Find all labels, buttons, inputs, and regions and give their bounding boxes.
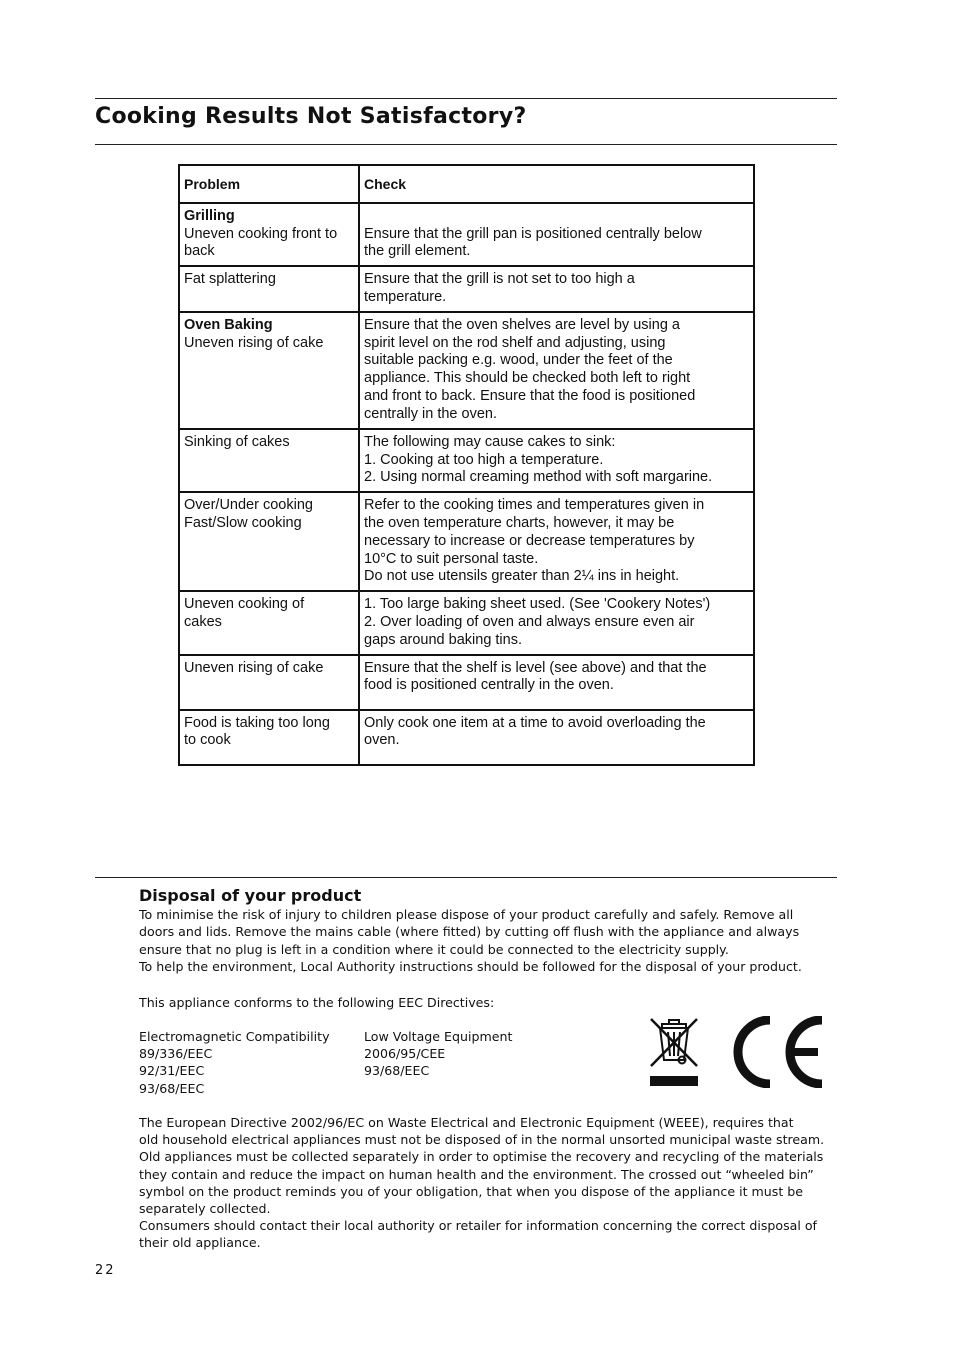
problem-text: Fat splattering (184, 271, 276, 288)
disposal-heading: Disposal of your product (139, 886, 362, 905)
check-cell (359, 710, 754, 765)
title-rule-top (95, 98, 837, 99)
problem-text: to cook (184, 732, 231, 749)
problem-text: cakes (184, 613, 222, 630)
check-cell (359, 203, 754, 266)
problem-text: Uneven cooking front to (184, 225, 338, 242)
problem-cell (179, 655, 359, 710)
column-header-problem: Problem (179, 165, 359, 203)
problem-cell (179, 591, 359, 654)
page-number: 22 (95, 1263, 116, 1278)
troubleshooting-table (178, 164, 755, 766)
disposal-rule (95, 877, 837, 878)
problem-text: Over/Under cooking (184, 497, 313, 514)
problem-text: Uneven rising of cake (184, 334, 324, 351)
problem-text: Uneven cooking of (184, 596, 305, 613)
check-cell (359, 429, 754, 492)
low-voltage-directives: Low Voltage Equipment 2006/95/CEE 93/68/EEC (364, 1029, 513, 1079)
problem-text: back (184, 243, 215, 260)
check-text: 10°C to suit personal taste. (364, 550, 539, 567)
crossed-bin-icon (648, 1016, 700, 1088)
table-row (179, 655, 754, 710)
table-row (179, 312, 754, 429)
weee-paragraph: The European Directive 2002/96/EC on Waste Electrical and Electronic Equipment (WEEE), requires that old household electrical appliances must not be disposed of in the normal unsorted municipal waste stream. Old appliances must be collected separately in order to optimise the recovery and recycling of the materials they contain and reduce the impact on human health and the environment. The crossed out “wheeled bin” symbol on the product reminds you of your obligation, that when you dispose of the appliance it must be separately collected. Consumers should contact their local authority or retailer for information concerning the correct disposal of their old appliance. (139, 1115, 825, 1251)
disposal-section (139, 887, 839, 975)
check-text: food is positioned centrally in the oven. (364, 677, 614, 694)
table-row (179, 203, 754, 266)
check-text: Only cook one item at a time to avoid overloading the (364, 714, 706, 731)
check-text: 2. Using normal creaming method with soft margarine. (364, 469, 713, 486)
table-row (179, 492, 754, 591)
problem-cell (179, 492, 359, 591)
check-text: appliance. This should be checked both left to right (364, 370, 691, 387)
check-text: Ensure that the grill is not set to too high a (364, 271, 635, 288)
directives-intro: This appliance conforms to the following EEC Directives: (139, 995, 495, 1010)
check-text: suitable packing e.g. wood, under the feet of the (364, 352, 673, 369)
check-text: Refer to the cooking times and temperatures given in (364, 497, 705, 514)
disposal-paragraph: To minimise the risk of injury to children please dispose of your product carefully and safely. Remove all doors and lids. Remove the mains cable (where fitted) by cutting off flush with the appliance and always ensure that no plug is left in a condition where it could be connected to the electricity supply. To help the environment, Local Authority instructions should be followed for the disposal of your product. (139, 907, 802, 974)
title-rule-bottom (95, 144, 837, 145)
check-text: and front to back. Ensure that the food is positioned (364, 387, 696, 404)
check-cell (359, 312, 754, 429)
check-cell (359, 492, 754, 591)
page-title: Cooking Results Not Satisfactory? (95, 104, 527, 129)
check-text: Ensure that the shelf is level (see above) and that the (364, 659, 707, 676)
problem-text: Uneven rising of cake (184, 659, 324, 676)
problem-cell (179, 429, 359, 492)
problem-cell (179, 203, 359, 266)
check-text: oven. (364, 732, 400, 749)
check-text: 1. Too large baking sheet used. (See 'Cookery Notes') (364, 596, 711, 613)
check-text: 2. Over loading of oven and always ensure even air (364, 613, 695, 630)
table-body (179, 203, 754, 765)
problem-cell (179, 710, 359, 765)
problem-cell (179, 266, 359, 312)
problem-text: Sinking of cakes (184, 433, 290, 450)
check-text: Do not use utensils greater than 2¼ ins in height. (364, 568, 680, 585)
cell-spacer (364, 208, 749, 226)
check-text: spirit level on the rod shelf and adjusting, using (364, 334, 666, 351)
table-row (179, 710, 754, 765)
check-text: temperature. (364, 288, 447, 305)
table-header-row (179, 165, 754, 203)
check-text: Ensure that the grill pan is positioned centrally below (364, 225, 702, 242)
problem-category: Oven Baking (184, 316, 273, 333)
problem-cell (179, 312, 359, 429)
check-cell (359, 266, 754, 312)
check-text: gaps around baking tins. (364, 631, 522, 648)
check-text: the oven temperature charts, however, it may be (364, 514, 675, 531)
check-cell (359, 591, 754, 654)
check-text: The following may cause cakes to sink: (364, 433, 616, 450)
problem-text: Fast/Slow cooking (184, 514, 302, 531)
check-cell (359, 655, 754, 710)
ce-mark-icon (730, 1016, 828, 1088)
check-text: Ensure that the oven shelves are level by using a (364, 316, 680, 333)
table-row (179, 591, 754, 654)
problem-text: Food is taking too long (184, 714, 330, 731)
emc-directives: Electromagnetic Compatibility 89/336/EEC 92/31/EEC 93/68/EEC (139, 1029, 330, 1096)
table-row (179, 266, 754, 312)
check-text: 1. Cooking at too high a temperature. (364, 451, 604, 468)
problem-category: Grilling (184, 207, 235, 224)
check-text: necessary to increase or decrease temperatures by (364, 532, 695, 549)
check-text: the grill element. (364, 243, 471, 260)
table-row (179, 429, 754, 492)
column-header-check: Check (359, 165, 754, 203)
check-text: centrally in the oven. (364, 405, 497, 422)
